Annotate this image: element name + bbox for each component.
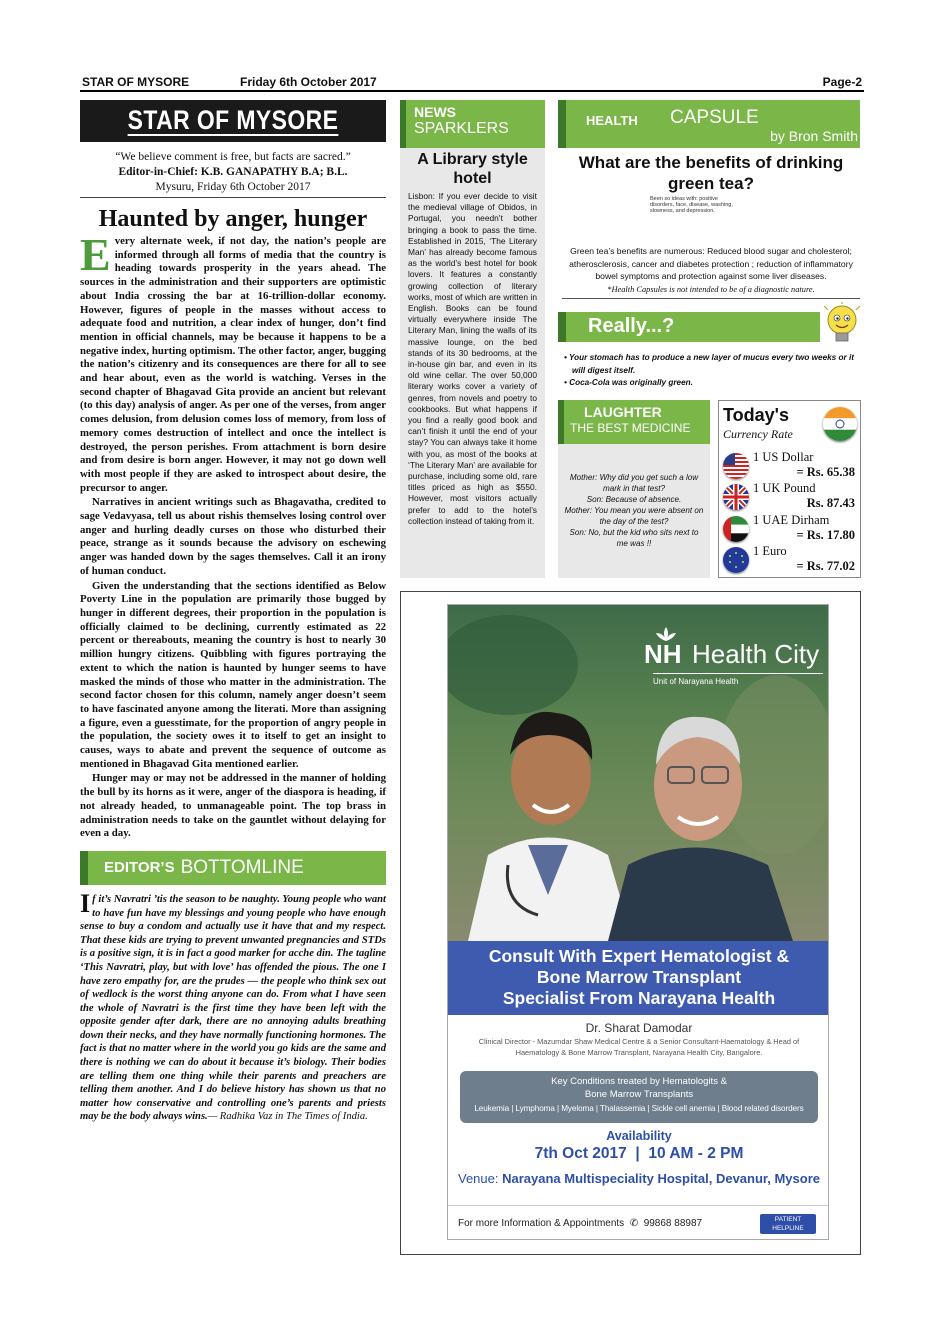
dateline: Mysuru, Friday 6th October 2017: [80, 180, 386, 198]
really-item-text: Your stomach has to produce a new layer of mucus every two weeks or it will digest itself.: [569, 353, 854, 375]
currency-value: = Rs. 77.02: [796, 559, 855, 573]
venue: [448, 1171, 829, 1186]
currency-value: = Rs. 17.80: [796, 528, 855, 542]
venue-label: Venue:: [457, 1171, 499, 1186]
editorial-column: [80, 100, 386, 1124]
joke-line: Son: No, but the kid who sits next to me was !!: [569, 528, 699, 548]
news-sparklers-header: [400, 100, 545, 148]
drop-cap: E: [80, 229, 111, 280]
bottomline-text: f it’s Navratri ’tis the season to be naughty. Young people who want to have fun have my blessings and young people who have enough sense to buy a condom and actually use it have that and my respect. That these kids are trying to prevent unwanted pregnancies and STDs is a positive sign, it is in fact a good marker for acche din. The tagline ‘This Navratri, play, but with love’ has offended the pious. The one I have zero empathy for, are the prudes — the people who think sex out of wedlock is the worst thing anyone can do. From what I have seen the whole of Navratri is the first time they have been left with the opposite gender after dark, there are no annoying adults breathing down their necks, and they have normally functioning hormones. The fact is that no matter where in the world you go kids are the same and there is nothing we can do about it because it’s biology. Their bodies are telling them one thing while their parents and preachers are telling them another. And I do believe history has shown us that no matter how conservative and controlling one’s parents and priests may be the body always wins.: [80, 893, 386, 1123]
info-label: For more Information & Appointments: [458, 1218, 625, 1229]
masthead: [80, 100, 386, 142]
doctor-name: Dr. Sharat Damodar: [585, 1021, 693, 1035]
health-question: What are the benefits of drinking green tea?: [578, 153, 844, 193]
us-flag-icon: [723, 453, 749, 479]
currency-name: 1 Euro: [753, 544, 787, 558]
currency-row-eur: [719, 544, 859, 575]
availability-time: 10 AM - 2 PM: [648, 1145, 744, 1162]
editorial-body: [80, 229, 386, 841]
currency-title: Today's: [723, 405, 789, 425]
paragraph-text: very alternate week, if not day, the nation’s people are informed through all forms of media that the country is heading towards prosperity in the years ahead. The sources in the administration and their supporters are optimistic about India crossing the bar at 16-trillion-dollar economy. However, figures of people in the masses without access to adequate food and nutrition, a clear index of hunger, don’t find mention in official channels, may be because it happens to be a negative index, hurting optimism. The other factor, anger, bugging the nation’s citizenry and its consequences are there for all to see and hear about, even as the world is watching. Verses in the second chapter of Bhagavad Gita provide an ancient but relevant (to this day) analysis of anger. As per one of the verses, from anger comes delusion, from delusion comes loss of memory, from loss of memory comes destruction of intellect and once the intellect is destroyed, the person perishes. From attachment is born desire and from desire is born anger. However, it may not go down well with most people if they are asked to introspect about desire, the precursor to anger.: [80, 235, 386, 494]
currency-value: Rs. 87.43: [806, 496, 855, 510]
currency-row-aed: [719, 513, 859, 544]
currency-rate-box: [718, 400, 861, 578]
ad-footer: [448, 1205, 829, 1240]
ad-headline: [448, 941, 829, 1015]
really-list: [562, 352, 860, 390]
venue-name: Narayana Multispeciality Hospital, Devanur, Mysore: [502, 1171, 820, 1186]
news-sparklers-box: [400, 100, 545, 578]
health-disclaimer: *Health Capsules is not intended to be of a diagnostic nature.: [562, 285, 860, 299]
joke-line: Son: Because of absence.: [586, 495, 682, 504]
laughter-header: [558, 400, 710, 444]
currency-row-gbp: [719, 481, 859, 512]
availability-when: [448, 1145, 829, 1163]
ad-headline-line: Consult With Expert Hematologist &: [488, 946, 790, 966]
appointment-info: [458, 1218, 702, 1229]
currency-name: 1 UAE Dirham: [753, 513, 830, 527]
key-title-line: Bone Marrow Transplants: [584, 1089, 694, 1100]
availability-date: 7th Oct 2017: [534, 1145, 627, 1162]
ad-headline-line: Bone Marrow Transplant: [536, 967, 742, 987]
laughter-head-b: THE BEST MEDICINE: [570, 421, 691, 435]
bottomline-head-b: BOTTOMLINE: [180, 856, 304, 878]
paper-name: STAR OF MYSORE: [82, 75, 190, 89]
currency-row-usd: [719, 450, 859, 481]
page-header: [80, 72, 864, 92]
brand-divider: [653, 673, 823, 674]
uk-flag-icon: [723, 484, 749, 510]
brand-health-city: Health City: [692, 639, 820, 669]
bottomline-header: [80, 851, 386, 885]
joke-line: Mother: You mean you were absent on the day of the test?: [564, 506, 704, 526]
really-item: • Coca-Cola was originally green.: [564, 378, 693, 387]
editorial-paragraph: Given the understanding that the sections identified as Below Poverty Line in the population are primarily those bugged by hunger in different degrees, their proportion in the population is officially claimed to be declining, currently estimated as 22 percent or thereabouts, meaning the country is host to nearly 30 million hungry citizens. Quibbling with figures portraying the extent to which the nation is haunted by hunger seems to have masked the minds of those who matter in the administration. The second factor chosen for this column, namely anger doesn’t seem to have fascinated anyone among the literati. More than assigning a figure, even a guesstimate, for the proportion of angry people in the population, the society owes it to itself to get an insight to causes, ways to abate and prevent the sequence of outcome as mentioned in Bhagavad Gita mentioned earlier.: [80, 579, 386, 770]
currency-subtitle: Currency Rate: [723, 427, 793, 441]
doctor-role: Clinical Director - Mazumdar Shaw Medical Centre & a Senior Consultant-Haematology & Head of Haematology & Bone Marrow Transplant, Narayana Health City, Bangalore.: [478, 1037, 800, 1057]
brand-nh: NH: [644, 639, 682, 669]
eu-flag-icon: [723, 547, 749, 573]
availability-label: Availability: [606, 1129, 672, 1143]
joke-line: Mother: Why did you get such a low mark in that test?: [569, 473, 699, 493]
news-title: A Library style hotel: [417, 151, 528, 187]
editor-line: Editor-in-Chief: K.B. GANAPATHY B.A; B.L.: [118, 166, 348, 178]
advertisement[interactable]: [447, 604, 829, 1240]
bottomline-source: — Radhika Vaz in The Times of India.: [207, 1111, 368, 1123]
ad-headline-line: Specialist From Narayana Health: [502, 988, 776, 1008]
editorial-paragraph: [80, 229, 386, 495]
health-capsule-header: [558, 100, 860, 148]
news-sparklers-head-b: SPARKLERS: [414, 120, 509, 137]
really-item: • Your stomach has to produce a new layer of mucus every two weeks or it will digest itself.: [564, 353, 854, 375]
laughter-box: [558, 400, 710, 578]
currency-name: 1 UK Pound: [753, 481, 816, 495]
phone-number[interactable]: 99868 88987: [643, 1218, 703, 1229]
brand-unit: Unit of Narayana Health: [653, 677, 739, 686]
bottomline-body: [80, 888, 386, 1124]
editorial-paragraph: Narratives in ancient writings such as Bhagavatha, credited to sage Vedavyasa, tell us about rishis themselves losing control over anger and hurling deadly curses on those who disturbed their peace, strange as it sounds because the advisory on eschewing anger was handed down by the sages themselves. Call it an irony of human conduct.: [80, 496, 386, 577]
editorial-headline: Haunted by anger, hunger: [98, 206, 368, 232]
key-conditions-box: [460, 1071, 818, 1123]
laughter-head-a: LAUGHTER: [584, 404, 662, 420]
issue-date: Friday 6th October 2017: [240, 75, 377, 89]
really-item-text: Coca-Cola was originally green.: [569, 378, 693, 387]
conditions-list: Leukemia | Lymphoma | Myeloma | Thalassemia | Sickle cell anemia | Blood related disorders: [474, 1104, 804, 1113]
ad-photo: [448, 605, 829, 941]
really-header: Really...?: [558, 312, 820, 342]
health-head-a: HEALTH: [586, 113, 638, 128]
health-small-print: Been so ideas with: positive disorders, face, disease, washing, slowness, and depression.: [650, 196, 733, 214]
bottomline-cap: I: [80, 888, 91, 918]
bottomline-head-a: EDITOR’S: [104, 859, 175, 877]
currency-value: = Rs. 65.38: [796, 465, 855, 479]
separator: |: [631, 1145, 645, 1162]
key-title-line: Key Conditions treated by Hematologits &: [551, 1076, 727, 1087]
india-flag-icon: [823, 407, 857, 441]
currency-name: 1 US Dollar: [753, 450, 814, 464]
health-answer: Green tea’s benefits are numerous: Reduced blood sugar and cholesterol; atherosclerosis, cancer and diabetes protection ; reduction of inflammatory bowel symptoms and protection against some liver diseases.: [569, 246, 853, 281]
helpline-label: PATIENT HELPLINE: [772, 1216, 804, 1232]
motto: “We believe comment is free, but facts are sacred.”: [115, 151, 351, 163]
health-head-b: CAPSULE: [670, 107, 759, 128]
page-number: Page-2: [822, 75, 862, 89]
uae-flag-icon: [723, 516, 749, 542]
laughter-joke: [558, 444, 710, 549]
lightbulb-mascot-icon: [822, 302, 862, 348]
phone-icon: ✆: [626, 1218, 641, 1229]
news-sparklers-head-a: NEWS: [414, 104, 456, 120]
editorial-paragraph: Hunger may or may not be addressed in the manner of holding the bull by its horns as it were, anger of the diaspora is heading, if not already headed, to unmanageable point. The top brass in administration needs to take on the gauntlet without delaying for even a day.: [80, 772, 386, 840]
news-body: Lisbon: If you ever decide to visit the medieval village of Obidos, in Portugal, you needn’t bother bringing a book to pass the time. Established in 2015, ‘The Literary Man’ has already become famous as the world’s best hotel for book lovers. It features a constantly growing collection of literary works, most of which are written in English. Books can be found virtually everywhere inside The Literary Man, lining the walls of its massive lounge, on the bed stands of its 30 bedrooms, at the in-house gin bar, and even in its old wine cellar. The over 50,000 literary works cover a variety of genres, from novels and poetry to cookbooks. But what happens if you find a really good book and can’t finish it until the end of your stay? You can always take it home with you, as most of the books at ‘The Literary Man’ are available for purchase, including some old, rare titles priced as high as $550. However, most visitors actually prefer to add to the hotel’s collection instead of taking from it.: [408, 191, 537, 526]
helpline-number: 186-0208-0208: [764, 1234, 812, 1240]
key-conditions-title: [460, 1071, 818, 1101]
masthead-title: STAR OF MYSORE: [127, 105, 339, 135]
health-byline: by Bron Smith: [770, 128, 858, 144]
helpline-badge[interactable]: [760, 1214, 816, 1240]
